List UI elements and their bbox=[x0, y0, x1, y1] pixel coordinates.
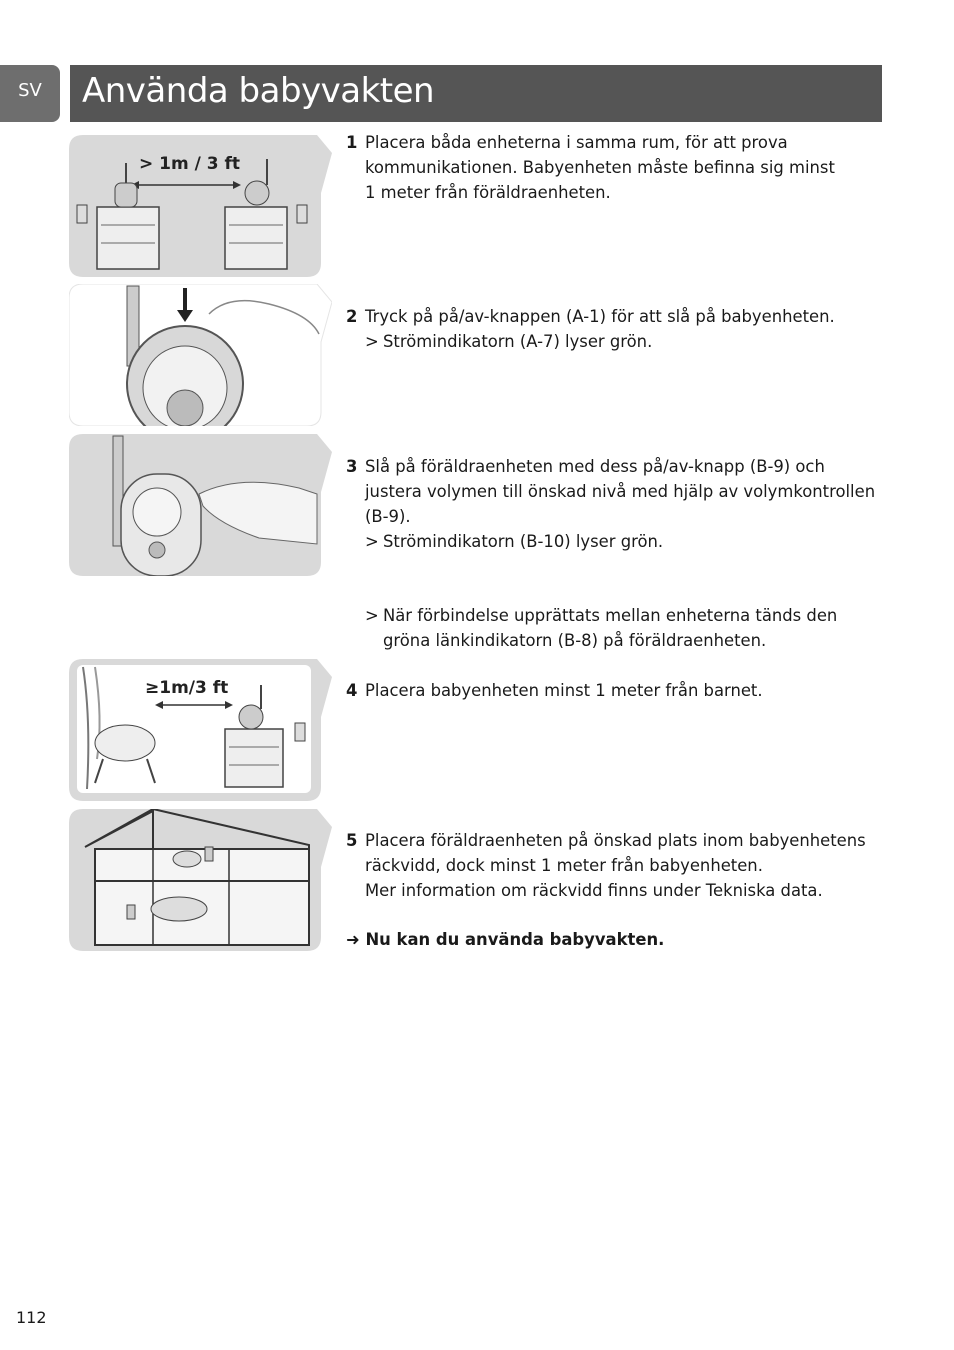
step-text-line: justera volymen till önskad nivå med hjälp av volymkontrollen bbox=[365, 482, 876, 501]
step-3-link-result bbox=[346, 603, 882, 653]
illustration-step-1 bbox=[69, 135, 332, 277]
result-marker: > bbox=[365, 332, 379, 351]
step-text-line: Mer information om räckvidd finns under Tekniska data. bbox=[365, 881, 823, 900]
illustration-step-4 bbox=[69, 659, 332, 801]
step-2 bbox=[346, 304, 882, 354]
language-tab bbox=[0, 65, 60, 122]
step-5 bbox=[346, 828, 882, 903]
step-text-line: 1 meter från föräldraenheten. bbox=[365, 183, 611, 202]
step-text-line: Tryck på på/av-knappen (A-1) för att slå på babyenheten. bbox=[365, 307, 835, 326]
illustration-step-2 bbox=[69, 284, 332, 426]
arrow-right-icon: ➜ bbox=[346, 930, 360, 949]
step-text-line: Placera föräldraenheten på önskad plats inom babyenhetens bbox=[365, 831, 866, 850]
step-number: 5 bbox=[346, 831, 358, 850]
result-text: När förbindelse upprättats mellan enheterna tänds den bbox=[383, 606, 838, 625]
step-result bbox=[365, 329, 882, 354]
step-text-line: Placera båda enheterna i samma rum, för att prova bbox=[365, 133, 788, 152]
language-label: SV bbox=[18, 80, 42, 101]
page-number: 112 bbox=[16, 1308, 47, 1327]
step-4 bbox=[346, 678, 882, 703]
step-number: 1 bbox=[346, 133, 358, 152]
title-bar bbox=[70, 65, 882, 122]
distance-label-1: > 1m / 3 ft bbox=[139, 154, 241, 174]
distance-label-4: ≥1m/3 ft bbox=[145, 678, 229, 698]
result-marker: > bbox=[365, 606, 379, 625]
step-result bbox=[365, 603, 882, 653]
step-1 bbox=[346, 130, 882, 205]
step-number: 2 bbox=[346, 307, 358, 326]
step-text-line: (B-9). bbox=[365, 507, 411, 526]
step-result bbox=[365, 529, 882, 554]
step-text-line: Placera babyenheten minst 1 meter från barnet. bbox=[365, 681, 763, 700]
step-text-line: räckvidd, dock minst 1 meter från babyenheten. bbox=[365, 856, 763, 875]
step-3 bbox=[346, 454, 882, 554]
illustration-step-5 bbox=[69, 809, 332, 951]
result-text: Strömindikatorn (A-7) lyser grön. bbox=[383, 332, 653, 351]
step-text-line: Slå på föräldraenheten med dess på/av-knapp (B-9) och bbox=[365, 457, 825, 476]
final-result bbox=[346, 927, 664, 952]
result-text: gröna länkindikatorn (B-8) på föräldraenheten. bbox=[383, 631, 767, 650]
final-text: Nu kan du använda babyvakten. bbox=[365, 930, 665, 949]
step-number: 3 bbox=[346, 457, 358, 476]
page-title: Använda babyvakten bbox=[82, 71, 435, 111]
step-number: 4 bbox=[346, 681, 358, 700]
step-text-line: kommunikationen. Babyenheten måste befinna sig minst bbox=[365, 158, 835, 177]
result-text: Strömindikatorn (B-10) lyser grön. bbox=[383, 532, 664, 551]
illustration-step-3 bbox=[69, 434, 332, 576]
result-marker: > bbox=[365, 532, 379, 551]
